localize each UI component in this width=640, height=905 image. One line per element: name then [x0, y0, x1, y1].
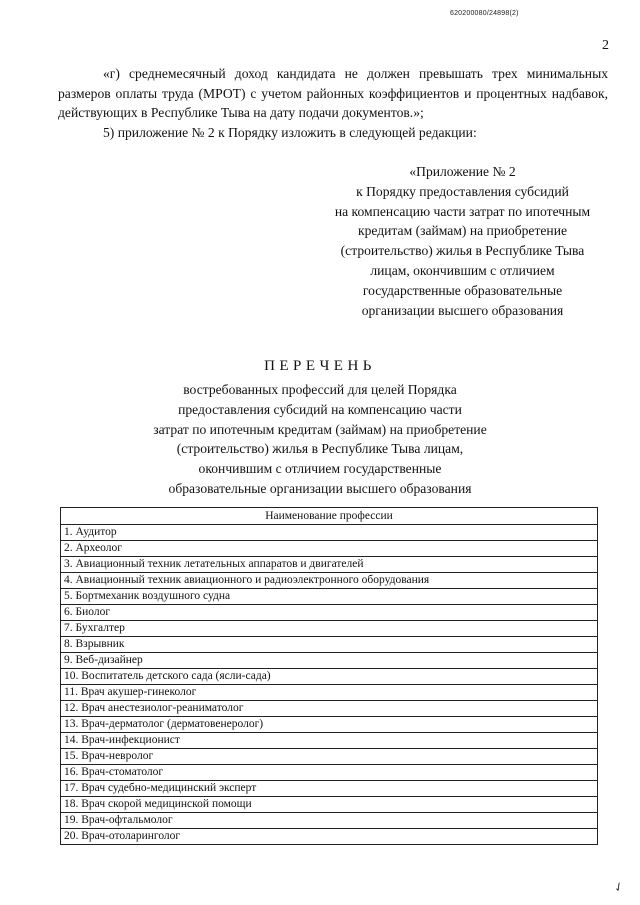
page-number: 2 [602, 38, 609, 53]
table-row [61, 701, 598, 717]
table-row [61, 733, 598, 749]
list-subtitle [0, 380, 640, 499]
appendix-line: (строительство) жилья в Республике Тыва [340, 243, 585, 259]
table-row [61, 605, 598, 621]
appendix-line: лицам, окончившим с отличием [370, 262, 555, 278]
table-row [61, 813, 598, 829]
table-row [61, 541, 598, 557]
subtitle-line: образовательные организации высшего образования [168, 480, 472, 496]
body-text [58, 64, 608, 142]
appendix-line: «Приложение № 2 [409, 164, 516, 179]
table-cell: 19. Врач-офтальмолог [61, 813, 598, 829]
table-cell: 16. Врач-стоматолог [61, 765, 598, 781]
list-heading: ПЕРЕЧЕНЬ [264, 358, 376, 374]
table-row [61, 829, 598, 845]
table-row [61, 589, 598, 605]
appendix-reference [300, 162, 625, 320]
document-number: 620200080/24898(2) [450, 10, 519, 17]
professions-table [60, 507, 598, 845]
table-cell: 4. Авиационный техник авиационного и радиоэлектронного оборудования [61, 573, 598, 589]
subtitle-line: (строительство) жилья в Республике Тыва лицам, [176, 441, 464, 457]
paragraph-income-limit: «г) среднемесячный доход кандидата не должен превышать трех минимальных размеров оплаты труда (МРОТ) с учетом районных коэффициентов и процентных надбавок, действующих в Республике Тыва на дату подачи документов.»; [58, 66, 608, 120]
table-cell: 3. Авиационный техник летательных аппаратов и двигателей [61, 557, 598, 573]
table-row [61, 637, 598, 653]
table-cell: 9. Веб-дизайнер [61, 653, 598, 669]
table-row [61, 669, 598, 685]
appendix-line: государственные образовательные [362, 282, 563, 298]
table-row [61, 573, 598, 589]
table-cell: 14. Врач-инфекционист [61, 733, 598, 749]
table-cell: 13. Врач-дерматолог (дерматовенеролог) [61, 717, 598, 733]
table-cell: 6. Биолог [61, 605, 598, 621]
table-cell: 18. Врач скорой медицинской помощи [61, 797, 598, 813]
table-cell: 5. Бортмеханик воздушного судна [61, 589, 598, 605]
table-row [61, 525, 598, 541]
table-row [61, 749, 598, 765]
appendix-line: кредитам (займам) на приобретение [357, 223, 568, 239]
table-cell: 20. Врач-отоларинголог [61, 829, 598, 845]
table-row [61, 781, 598, 797]
paragraph-appendix-change: 5) приложение № 2 к Порядку изложить в следующей редакции: [103, 124, 477, 140]
table-row [61, 717, 598, 733]
table-cell: 17. Врач судебно-медицинский эксперт [61, 781, 598, 797]
appendix-line: организации высшего образования [361, 302, 564, 318]
table-cell: 2. Археолог [61, 541, 598, 557]
table-cell: 8. Взрывник [61, 637, 598, 653]
subtitle-line: предоставления субсидий на компенсацию части [178, 401, 462, 417]
appendix-line: к Порядку предоставления субсидий [356, 183, 569, 199]
subtitle-line: затрат по ипотечным кредитам (займам) на приобретение [153, 421, 487, 437]
appendix-line: на компенсацию части затрат по ипотечным [334, 203, 591, 219]
table-cell: 11. Врач акушер-гинеколог [61, 685, 598, 701]
table-cell: 15. Врач-невролог [61, 749, 598, 765]
table-cell: 12. Врач анестезиолог-реаниматолог [61, 701, 598, 717]
table-row [61, 797, 598, 813]
table-row [61, 685, 598, 701]
table-header-row [61, 508, 598, 525]
table-cell: 7. Бухгалтер [61, 621, 598, 637]
table-cell: 1. Аудитор [61, 525, 598, 541]
table-row [61, 621, 598, 637]
subtitle-line: окончившим с отличием государственные [198, 461, 442, 477]
subtitle-line: востребованных профессий для целей Порядка [183, 382, 457, 397]
column-header-profession: Наименование профессии [61, 508, 598, 525]
table-row [61, 653, 598, 669]
table-row [61, 557, 598, 573]
handwritten-mark: ✓ [610, 878, 627, 896]
list-title-block [0, 356, 640, 499]
table-row [61, 765, 598, 781]
table-cell: 10. Воспитатель детского сада (ясли-сада) [61, 669, 598, 685]
